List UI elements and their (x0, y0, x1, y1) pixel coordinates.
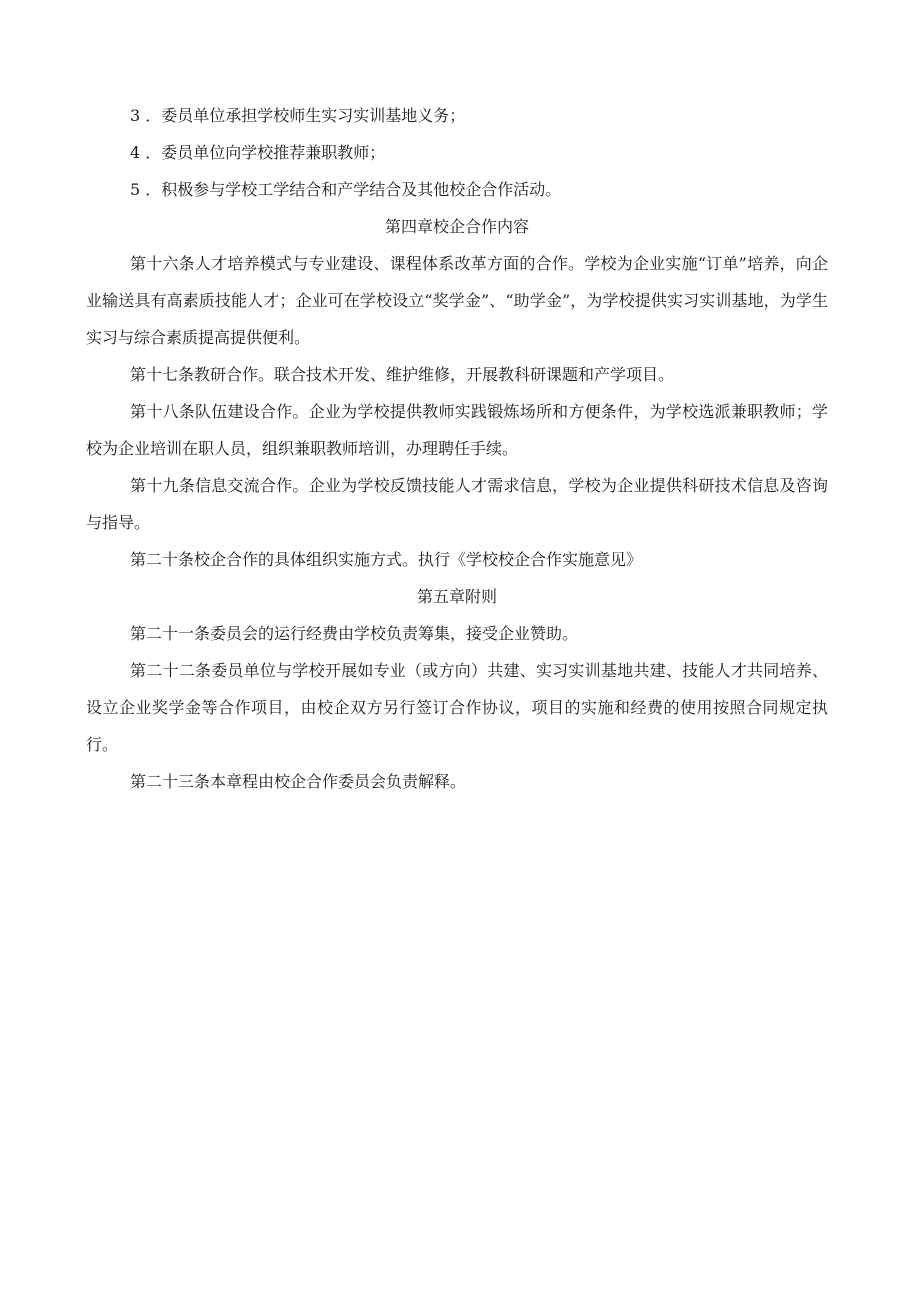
list-item: 3 ．委员单位承担学校师生实习实训基地义务； (130, 106, 466, 125)
list-item: 5 ．积极参与学校工学结合和产学结合及其他校企合作活动。 (130, 180, 562, 199)
article-18: 第十八条队伍建设合作。企业为学校提供教师实践锻炼场所和方便条件，为学校选派兼职教师；学校为企业培训在职人员，组织兼职教师培训，办理聘任手续。 (86, 402, 828, 458)
article-16: 第十六条人才培养模式与专业建设、课程体系改革方面的合作。学校为企业实施“订单”培养，向企业输送具有高素质技能人才；企业可在学校设立“奖学金”、“助学金”，为学校提供实习实训基地，为学生实习与综合素质提高提供便利。 (86, 254, 828, 347)
article-23: 第二十三条本章程由校企合作委员会负责解释。 (130, 772, 467, 791)
article-22: 第二十二条委员单位与学校开展如专业（或方向）共建、实习实训基地共建、技能人才共同培养、设立企业奖学金等合作项目，由校企双方另行签订合作协议，项目的实施和经费的使用按照合同规定执行。 (86, 661, 828, 754)
chapter-5-heading: 第五章附则 (416, 587, 497, 606)
article-17: 第十七条教研合作。联合技术开发、维护维修，开展教科研课题和产学项目。 (130, 365, 675, 384)
article-20: 第二十条校企合作的具体组织实施方式。执行《学校校企合作实施意见》 (130, 550, 643, 569)
chapter-4-heading: 第四章校企合作内容 (384, 217, 529, 236)
document-page (86, 97, 828, 800)
article-21: 第二十一条委员会的运行经费由学校负责筹集，接受企业赞助。 (130, 624, 579, 643)
article-19: 第十九条信息交流合作。企业为学校反馈技能人才需求信息，学校为企业提供科研技术信息及咨询与指导。 (86, 476, 828, 532)
list-item: 4 ．委员单位向学校推荐兼职教师； (130, 143, 386, 162)
